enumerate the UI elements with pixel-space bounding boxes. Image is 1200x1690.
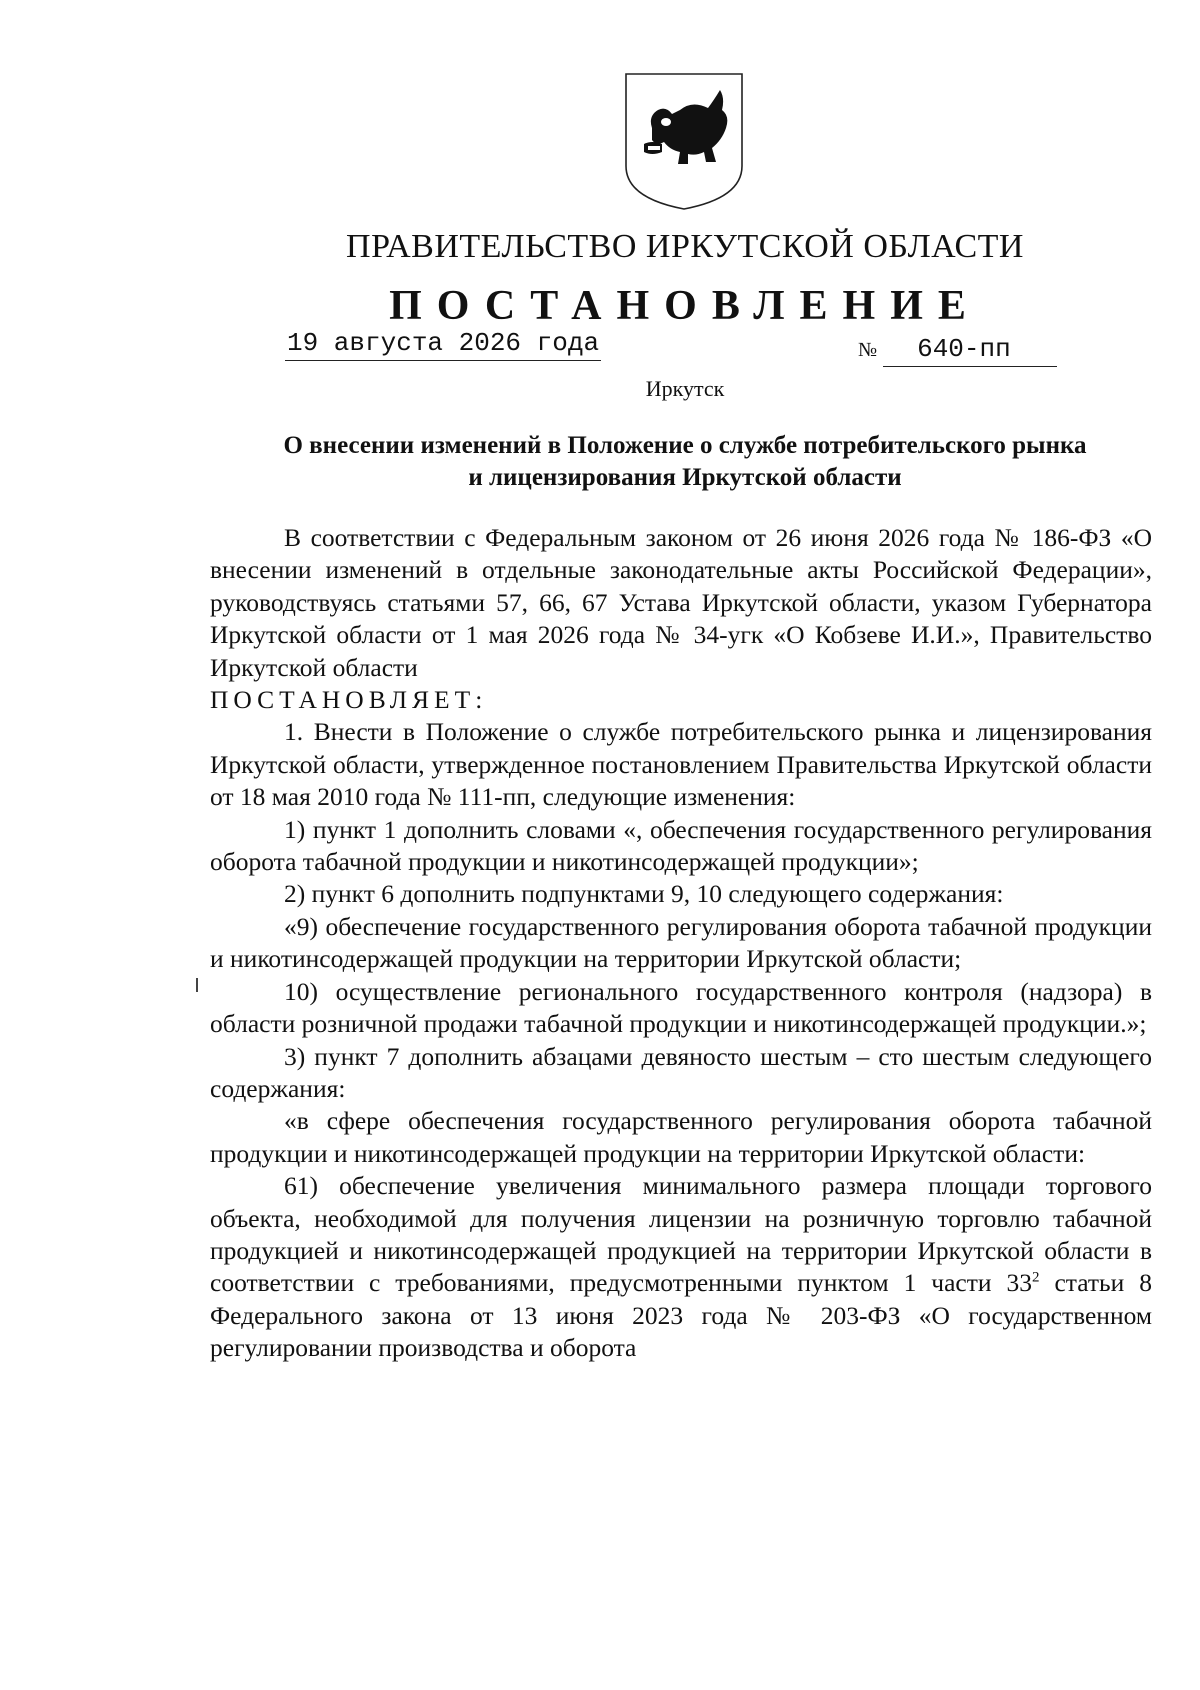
clause-61-text-start: 61) обеспечение увеличения минимального размера площади торгового объекта, необходимой для получения лицензии на розничную торговлю табачной продукцией и никотинсодержащей продукцией на территории Иркутской области в соответствии с требованиями, предусмотренными пунктом 1 части 33 xyxy=(210,1171,1152,1298)
document-city: Иркутск xyxy=(645,376,725,401)
paragraph-clause-9: «9) обеспечение государственного регулирования оборота табачной продукции и никотинсодержащей продукции на территории Иркутской области; xyxy=(210,911,1152,974)
paragraph-subitem-1: 1) пункт 1 дополнить словами «, обеспечения государственного регулирования оборота табачной продукции и никотинсодержащей продукции»; xyxy=(210,814,1152,877)
clause-61-superscript: 2 xyxy=(1032,1269,1040,1286)
coat-of-arms-emblem xyxy=(622,70,746,212)
paragraph-preamble: В соответствии с Федеральным законом от 26 июня 2026 года № 186-ФЗ «О внесении изменений в отдельные законодательные акты Российской Федерации», руководствуясь статьями 57, 66, 67 Устава Иркутской области, указом Губернатора Иркутской области от 1 мая 2026 года № 34-угк «О Кобзеве И.И.», Правительство Иркутской области xyxy=(210,523,1152,682)
document-type: ПОСТАНОВЛЕНИЕ xyxy=(389,283,981,329)
paragraph-resolves: ПОСТАНОВЛЯЕТ: xyxy=(210,685,488,715)
paragraph-clause-61 xyxy=(210,1170,1152,1364)
document-number: 640-пп xyxy=(883,334,1057,367)
paragraph-subitem-2: 2) пункт 6 дополнить подпунктами 9, 10 следующего содержания: xyxy=(284,879,1004,909)
document-body xyxy=(210,522,1152,1365)
paragraph-subitem-3: 3) пункт 7 дополнить абзацами девяносто шестым – сто шестым следующего содержания: xyxy=(210,1041,1152,1103)
title-line-2: и лицензирования Иркутской области xyxy=(468,464,902,491)
clause-61-text-end: статьи 8 Федерального закона от 13 июня 2023 года № 203-ФЗ «О государственном регулировании производства и оборота xyxy=(210,1268,1152,1363)
paragraph-clause-10: 10) осуществление регионального государственного контроля (надзора) в области розничной продажи табачной продукции и никотинсодержащей продукции.»; xyxy=(210,976,1152,1039)
paragraph-item-1: 1. Внести в Положение о службе потребительского рынка и лицензирования Иркутской области, утвержденное постановлением Правительства Иркутской области от 18 мая 2010 года № 111-пп, следующие изменения: xyxy=(210,717,1152,812)
scan-mark xyxy=(196,978,198,992)
number-sign: № xyxy=(858,339,878,361)
title-line-1: О внесении изменений в Положение о службе потребительского рынка xyxy=(283,432,1087,459)
document-number-block xyxy=(858,334,1057,367)
paragraph-sphere: «в сфере обеспечения государственного регулирования оборота табачной продукции и никотинсодержащей продукции на территории Иркутской области: xyxy=(210,1106,1152,1168)
document-title xyxy=(0,430,1200,494)
document-date: 19 августа 2026 года xyxy=(285,328,601,361)
government-name: ПРАВИТЕЛЬСТВО ИРКУТСКОЙ ОБЛАСТИ xyxy=(346,228,1024,265)
